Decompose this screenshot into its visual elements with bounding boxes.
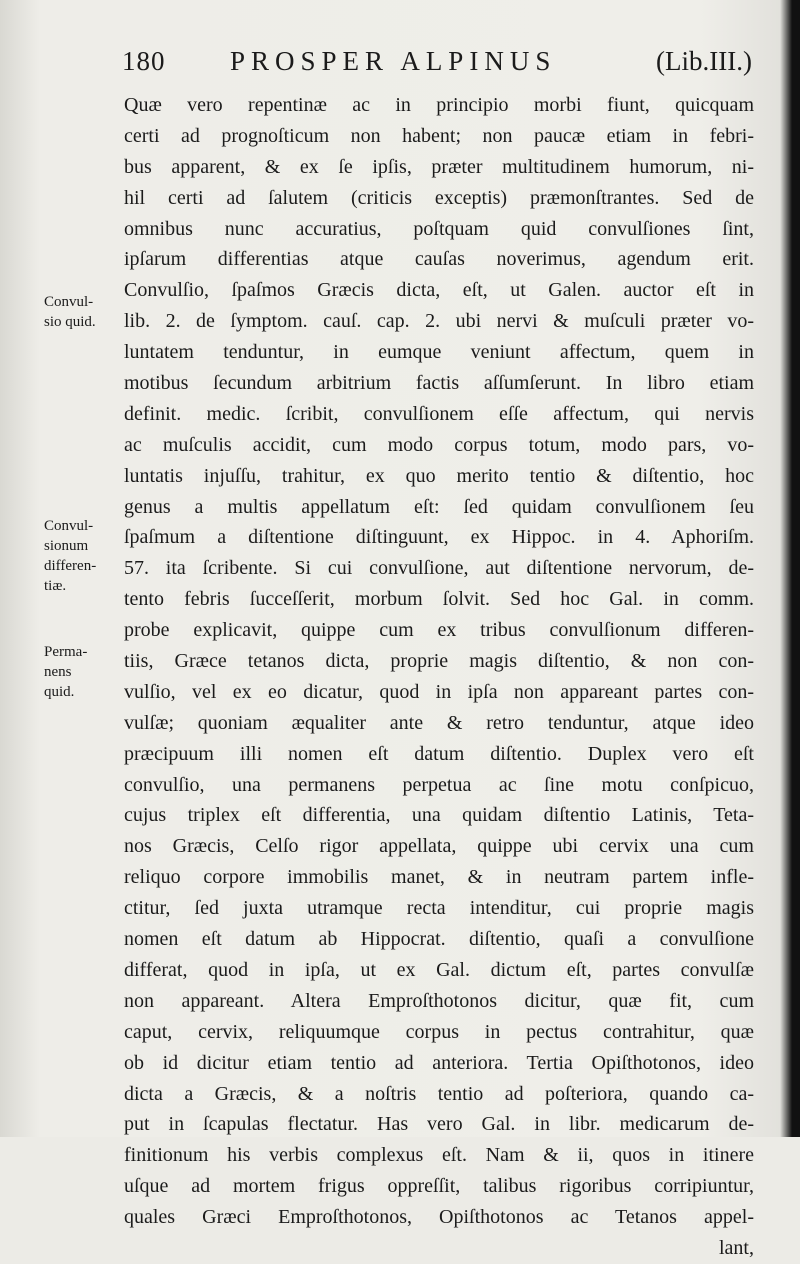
text-line: uſque ad mortem frigus oppreſſit, talibus rigoribus corripiuntur, <box>124 1175 754 1198</box>
text-line: ac muſculis accidit, cum modo corpus totum, modo pars, vo- <box>124 433 754 456</box>
text-line: quales Græci Emproſthotonos, Opiſthotonos ac Tetanos appel- <box>124 1206 754 1229</box>
text-line: omnibus nunc accuratius, poſtquam quid convulſiones ſint, <box>124 217 754 240</box>
text-line: motibus ſecundum arbitrium factis aſſumſerunt. In libro etiam <box>124 372 754 395</box>
text-line: certi ad prognoſticum non habent; non paucæ etiam in febri- <box>124 124 754 147</box>
text-line: differat, quod in ipſa, ut ex Gal. dictum eſt, partes convulſæ <box>124 958 754 981</box>
text-line: cujus triplex eſt differentia, una quidam diſtentio Latinis, Teta- <box>124 804 754 827</box>
text-line: lant, <box>719 1236 754 1259</box>
text-line: hil certi ad ſalutem (criticis exceptis) præmonſtrantes. Sed de <box>124 186 754 209</box>
text-line: lib. 2. de ſymptom. cauſ. cap. 2. ubi nervi & muſculi præter vo- <box>124 310 754 333</box>
text-line: tento febris ſucceſſerit, morbum ſolvit. Sed hoc Gal. in comm. <box>124 588 754 611</box>
margin-note-convulsionum-differentiae <box>44 516 124 596</box>
margin-note-line: quid. <box>44 684 75 700</box>
margin-note-line: sio quid. <box>44 314 96 330</box>
text-line: ctitur, ſed juxta utramque recta intenditur, cui proprie magis <box>124 897 754 920</box>
text-line: bus apparent, & ex ſe ipſis, præter multitudinem humorum, ni- <box>124 155 754 178</box>
margin-note-line: Convul- <box>44 518 94 534</box>
text-line: convulſio, una permanens perpetua ac ſine motu conſpicuo, <box>124 773 754 796</box>
text-line: Convulſio, ſpaſmos Græcis dicta, eſt, ut Galen. auctor eſt in <box>124 279 754 302</box>
running-title: PROSPER ALPINUS <box>230 46 557 76</box>
text-line: ſpaſmum a diſtentione diſtinguunt, ex Hippoc. in 4. Aphoriſm. <box>124 526 754 549</box>
running-header <box>122 46 752 86</box>
text-line: finitionum his verbis complexus eſt. Nam & ii, quos in itinere <box>124 1144 754 1167</box>
text-line: caput, cervix, reliquumque corpus in pectus contrahitur, quæ <box>124 1020 754 1043</box>
margin-note-line: differen- <box>44 558 97 574</box>
text-line: reliquo corpore immobilis manet, & in neutram partem infle- <box>124 866 754 889</box>
text-line: præcipuum illi nomen eſt datum diſtentio. Duplex vero eſt <box>124 742 754 765</box>
text-line: nomen eſt datum ab Hippocrat. diſtentio, quaſi a convulſione <box>124 928 754 951</box>
text-line: put in ſcapulas flectatur. Has vero Gal. in libr. medicarum de- <box>124 1113 754 1136</box>
text-line: luntatis injuſſu, trahitur, ex quo merito tentio & diſtentio, hoc <box>124 464 754 487</box>
text-line: dicta a Græcis, & a noſtris tentio ad poſteriora, quando ca- <box>124 1082 754 1105</box>
margin-note-line: Convul- <box>44 294 94 310</box>
page-number: 180 <box>122 46 166 76</box>
text-line: probe explicavit, quippe cum ex tribus convulſionum differen- <box>124 619 754 642</box>
text-line: ipſarum differentias atque cauſas noverimus, agendum erit. <box>124 248 754 271</box>
text-line: definit. medic. ſcribit, convulſionem eſſe affectum, qui nervis <box>124 402 754 425</box>
text-line: ob id dicitur etiam tentio ad anteriora. Tertia Opiſthotonos, ideo <box>124 1051 754 1074</box>
text-line: 57. ita ſcribente. Si cui convulſione, aut diſtentione nervorum, de- <box>124 557 754 580</box>
body-text <box>124 90 754 1264</box>
margin-note-line: Perma- <box>44 644 88 660</box>
margin-note-convulsio-quid <box>44 292 124 332</box>
margin-note-line: sionum <box>44 538 89 554</box>
text-line: vulſio, vel ex eo dicatur, quod in ipſa non appareant partes con- <box>124 680 754 703</box>
text-line: genus a multis appellatum eſt: ſed quidam convulſionem ſeu <box>124 495 754 518</box>
text-line: nos Græcis, Celſo rigor appellata, quippe ubi cervix una cum <box>124 835 754 858</box>
text-line: tiis, Græce tetanos dicta, proprie magis diſtentio, & non con- <box>124 650 754 673</box>
text-line: vulſæ; quoniam æqualiter ante & retro tenduntur, atque ideo <box>124 711 754 734</box>
margin-note-line: tiæ. <box>44 578 67 594</box>
margin-note-line: nens <box>44 664 72 680</box>
margin-note-permanens-quid <box>44 642 124 702</box>
book-indicator: (Lib.III.) <box>656 46 752 76</box>
text-line: luntatem tenduntur, in eumque veniunt affectum, quem in <box>124 341 754 364</box>
text-line: Quæ vero repentinæ ac in principio morbi fiunt, quicquam <box>124 94 754 116</box>
text-line: non appareant. Altera Emproſthotonos dicitur, quæ fit, cum <box>124 989 754 1012</box>
